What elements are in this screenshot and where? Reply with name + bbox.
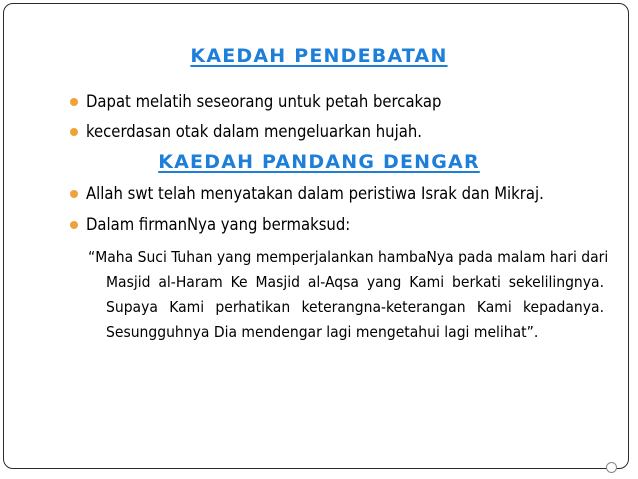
slide-frame [3, 3, 629, 469]
bullet-marker [70, 221, 78, 229]
bullet-marker [70, 128, 78, 136]
heading-kaedah-pandang-dengar: KAEDAH PANDANG DENGAR [158, 151, 480, 173]
bullet-text-2: kecerdasan otak dalam mengeluarkan hujah. [86, 122, 422, 141]
bullet-text-3: Allah swt telah menyatakan dalam peristiwa Israk dan Mikraj. [86, 184, 544, 203]
bullet-text-1: Dapat melatih seseorang untuk petah bercakap [86, 92, 442, 111]
quran-quote [88, 245, 609, 345]
bullet-marker [70, 190, 78, 198]
quote-line-4: Sesungguhnya Dia mendengar lagi mengetahui lagi melihat”. [106, 323, 539, 341]
heading-kaedah-pendebatan: KAEDAH PENDEBATAN [190, 45, 448, 67]
bullet-marker [70, 98, 78, 106]
quote-line-1: “Maha Suci Tuhan yang memperjalankan hambaNya pada malam hari dari [88, 248, 609, 266]
quote-line-2: Masjid al-Haram Ke Masjid al-Aqsa yang Kami berkati sekelilingnya. [106, 273, 604, 291]
quote-line-3: Supaya Kami perhatikan keterangna-keterangan Kami kepadanya. [106, 298, 604, 316]
bullet-text-4: Dalam firmanNya yang bermaksud: [86, 215, 351, 234]
slide-corner-dot [606, 462, 617, 473]
